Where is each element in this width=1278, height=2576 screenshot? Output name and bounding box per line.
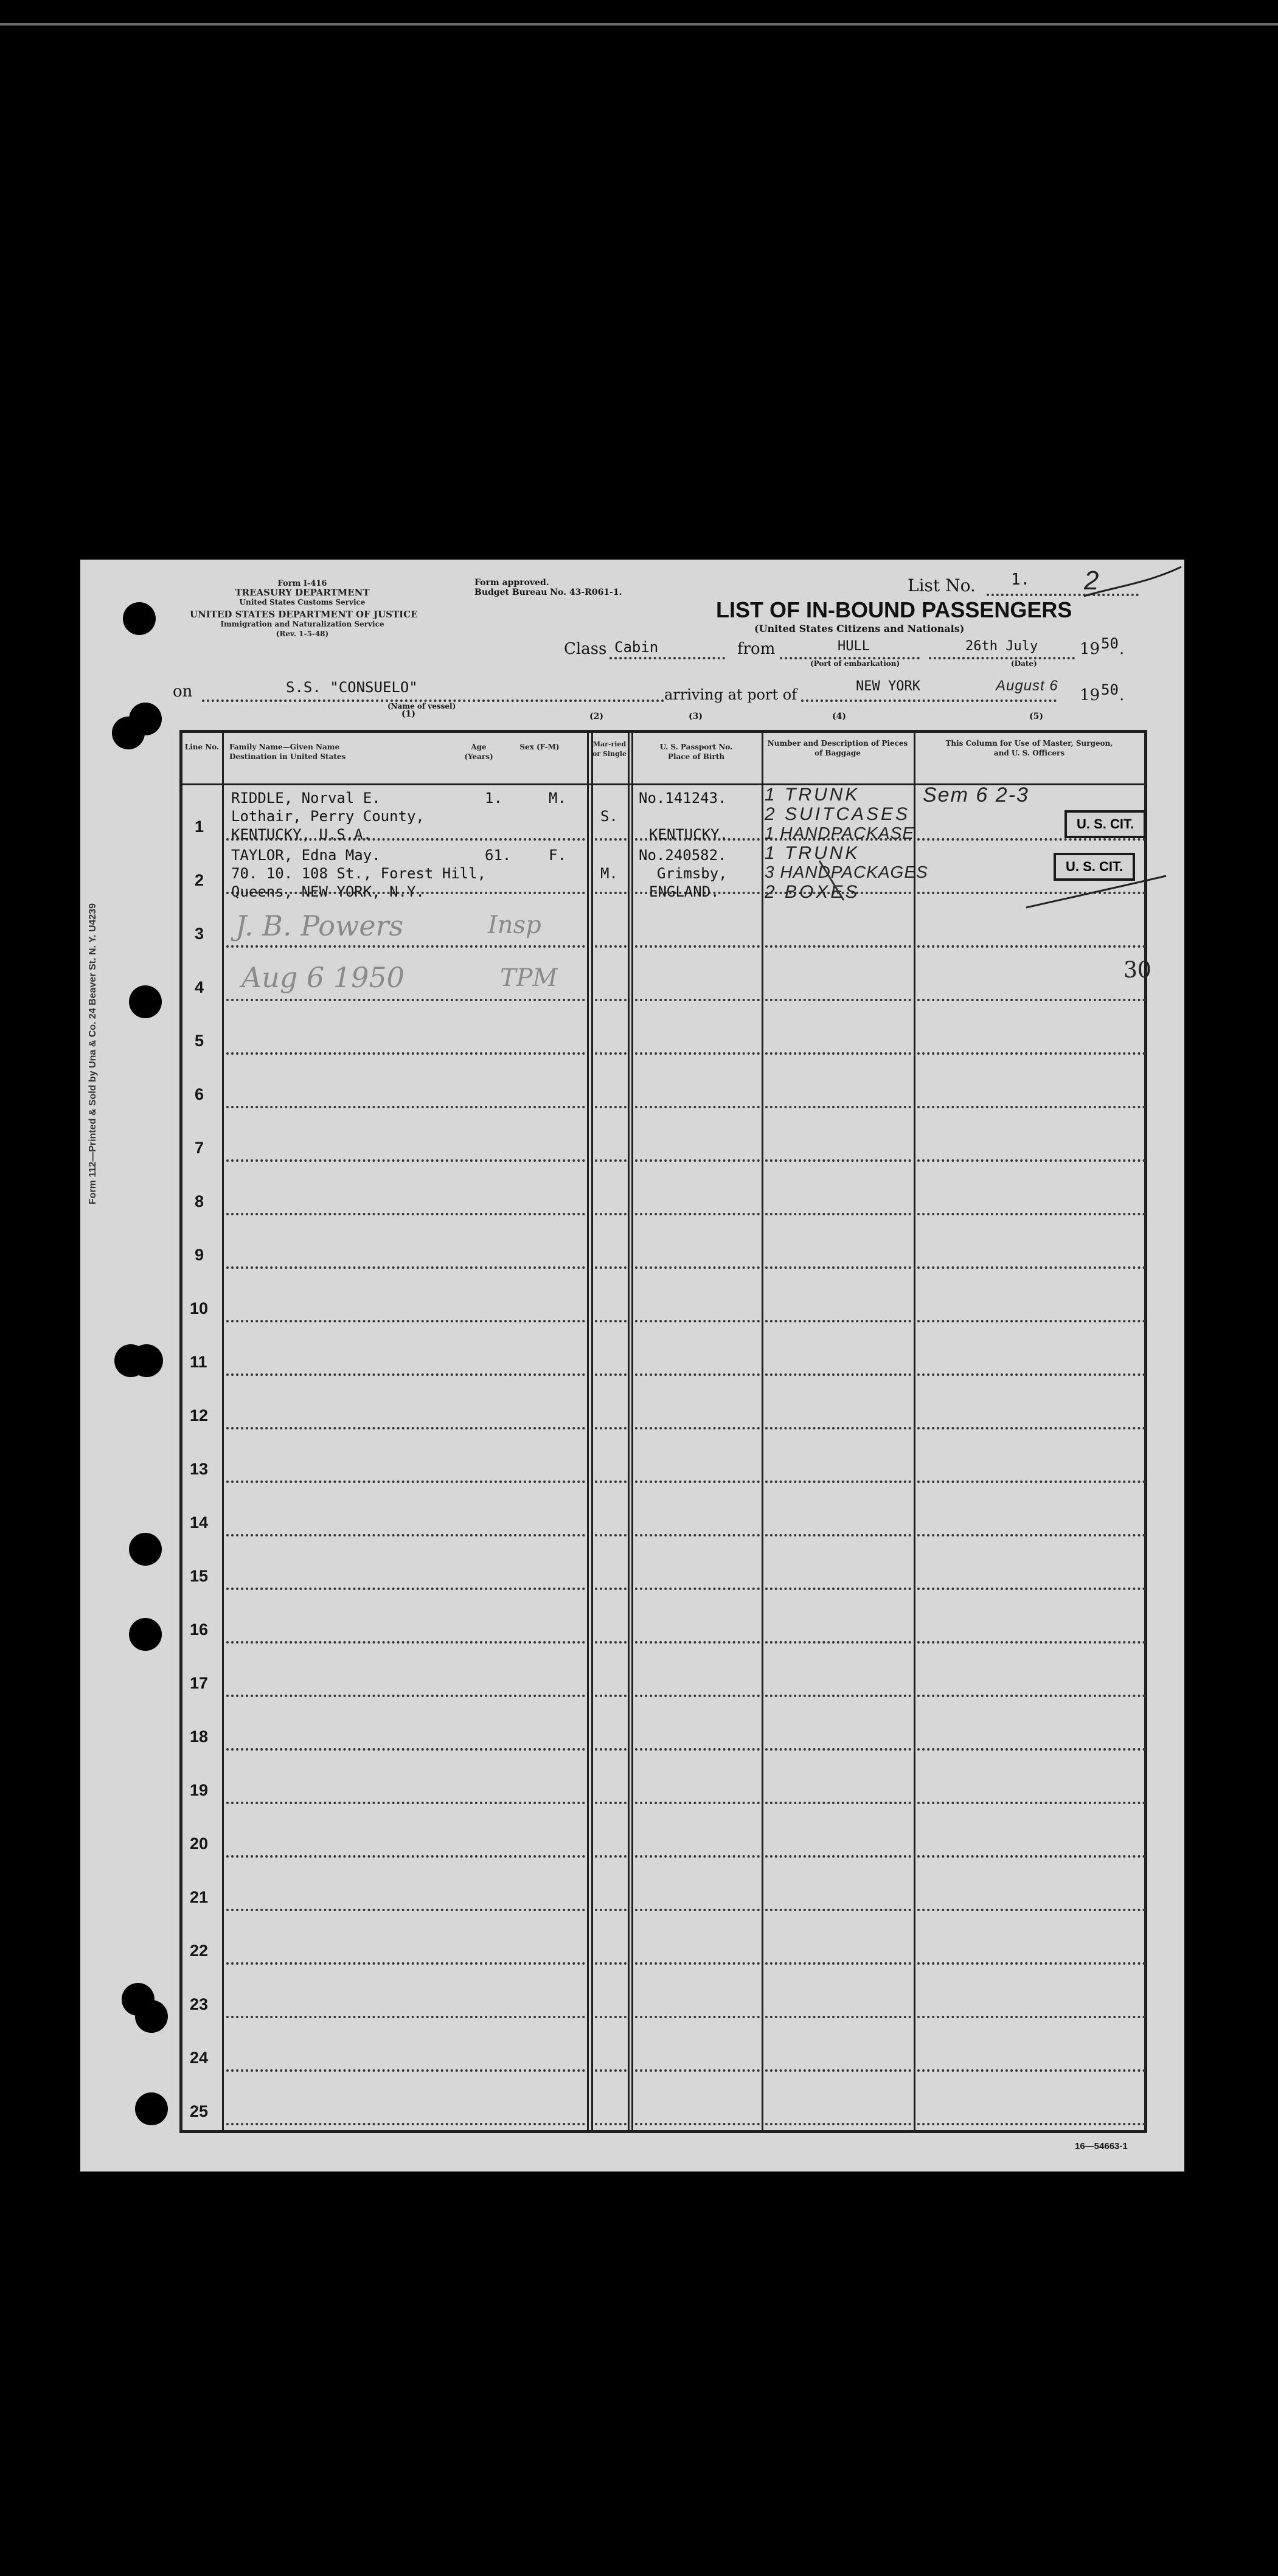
row-rule <box>226 1213 585 1215</box>
row-rule <box>226 1748 585 1751</box>
arriving-label: arriving at port of <box>664 686 797 703</box>
revision-date: (Rev. 1-5-48) <box>276 630 329 638</box>
class-value: Cabin <box>614 639 659 656</box>
handwritten-checkmark: 2 <box>1084 566 1102 595</box>
passenger-1-birthplace: KENTUCKY. <box>649 826 729 843</box>
line-number-17: 17 <box>190 1674 209 1692</box>
justice-department: UNITED STATES DEPARTMENT OF JUSTICE <box>190 609 418 620</box>
printer-imprint: Form 112—Printed & Sold by Una & Co. 24 Beaver St. N. Y. U4239 <box>88 903 98 1204</box>
row-rule <box>917 1962 1145 1965</box>
form-number: Form I-416 <box>277 579 327 588</box>
row-rule <box>765 1962 911 1965</box>
row-rule <box>595 1373 627 1376</box>
line-number-5: 5 <box>195 1032 204 1050</box>
punch-hole <box>135 2092 168 2125</box>
row-rule <box>765 1427 911 1429</box>
port-caption: (Port of embarkation) <box>810 659 900 668</box>
row-rule <box>917 1052 1145 1055</box>
row-rule <box>917 2123 1145 2125</box>
row-rule <box>595 1481 627 1483</box>
scan-border-line <box>0 23 1278 26</box>
punch-hole <box>129 1533 162 1566</box>
row-rule <box>917 1266 1145 1269</box>
passenger-2-baggage-1: 1 TRUNK <box>765 843 860 863</box>
row-rule <box>595 1855 627 1858</box>
row-rule <box>765 1106 911 1108</box>
row-rule <box>765 2123 911 2125</box>
row-rule <box>595 1802 627 1804</box>
passenger-2-citizen-stamp: U. S. CIT. <box>1054 853 1135 881</box>
col-header-sex: Sex (F-M) <box>519 743 560 751</box>
passenger-2-birthplace-city: Grimsby, <box>657 865 728 882</box>
officer-slash-mark <box>1023 864 1169 912</box>
inspection-date: Aug 6 1950 <box>241 961 405 994</box>
line-number-11: 11 <box>190 1353 207 1371</box>
row-rule <box>917 1213 1145 1215</box>
row-rule <box>595 1320 627 1322</box>
row-rule <box>765 1695 911 1697</box>
arrival-year: 50 <box>1101 681 1119 698</box>
row-rule <box>765 1588 911 1590</box>
passenger-1-officer-note: Sem 6 2-3 <box>923 783 1029 807</box>
row-rule <box>635 999 760 1001</box>
row-rule <box>917 1641 1145 1644</box>
treasury-department: TREASURY DEPARTMENT <box>235 587 370 598</box>
arrival-date: August 6 <box>996 678 1058 694</box>
col-header-baggage: Number and Description of Pieces of Baggage <box>767 739 908 757</box>
row-rule <box>635 1266 760 1269</box>
row-rule <box>635 1213 760 1215</box>
line-number-10: 10 <box>190 1299 209 1318</box>
row-rule <box>635 1962 760 1965</box>
row-rule <box>226 2016 585 2018</box>
line-number-2: 2 <box>195 871 204 889</box>
row-rule <box>226 1962 585 1965</box>
row-rule <box>595 1588 627 1590</box>
row-rule <box>765 2069 911 2072</box>
row-rule <box>917 1534 1145 1536</box>
row-rule <box>765 1320 911 1322</box>
line-number-6: 6 <box>195 1085 204 1103</box>
form-approved: Form approved. <box>474 578 549 588</box>
punch-hole <box>123 602 156 635</box>
line-number-7: 7 <box>195 1139 204 1157</box>
list-no-value: 1. <box>1011 571 1030 589</box>
row-rule <box>765 999 911 1001</box>
row-rule <box>595 1641 627 1644</box>
passenger-1-baggage-2: 2 SUITCASES <box>765 804 911 824</box>
page-subtitle: (United States Citizens and Nationals) <box>754 623 965 634</box>
row-rule <box>226 1373 585 1376</box>
line-number-14: 14 <box>190 1513 209 1532</box>
row-rule <box>226 1802 585 1804</box>
row-rule <box>595 1695 627 1697</box>
col-num-1: (1) <box>401 709 415 719</box>
col-header-name: Family Name—Given Name Destination in United States <box>229 743 346 761</box>
col-num-3: (3) <box>689 712 703 721</box>
passenger-1-age: 1. <box>485 790 502 807</box>
date-line <box>929 657 1075 659</box>
inspector-initials: TPM <box>500 964 558 992</box>
row-rule <box>917 1373 1145 1376</box>
row-rule <box>595 1909 627 1911</box>
customs-service: United States Customs Service <box>239 598 366 606</box>
row-rule <box>595 945 627 948</box>
passenger-1-citizen-stamp: U. S. CIT. <box>1064 810 1146 838</box>
col-header-passport: U. S. Passport No. Place of Birth <box>659 743 733 761</box>
line-number-20: 20 <box>190 1835 209 1853</box>
passenger-2-age: 61. <box>485 847 512 864</box>
row-rule <box>595 1213 627 1215</box>
row-rule <box>595 1052 627 1055</box>
punch-hole <box>130 1344 163 1377</box>
row-rule <box>917 945 1145 948</box>
line-number-23: 23 <box>190 1995 209 2013</box>
passenger-2-name: TAYLOR, Edna May. <box>231 847 381 864</box>
row-rule <box>635 1802 760 1804</box>
punch-hole <box>112 717 145 749</box>
row-rule <box>917 1588 1145 1590</box>
row-rule <box>917 1802 1145 1804</box>
row-rule <box>635 1534 760 1536</box>
row-rule <box>917 1855 1145 1858</box>
line-number-4: 4 <box>195 978 204 996</box>
line-number-24: 24 <box>190 2049 209 2067</box>
list-no-label: List No. <box>908 575 976 595</box>
class-label: Class <box>564 640 607 658</box>
inspector-signature: J. B. Powers <box>235 909 404 942</box>
row-rule <box>635 1855 760 1858</box>
row-rule <box>765 1909 911 1911</box>
row-rule <box>765 1481 911 1483</box>
row-rule <box>765 1641 911 1644</box>
row-rule <box>635 1748 760 1751</box>
row-rule <box>595 1427 627 1429</box>
col-header-line: Line No. <box>184 743 220 751</box>
row-rule <box>595 1962 627 1965</box>
passenger-2-address: 70. 10. 108 St., Forest Hill, <box>231 865 487 882</box>
immigration-service: Immigration and Naturalization Service <box>220 620 384 628</box>
departure-date: 26th July <box>965 639 1038 654</box>
row-rule <box>917 838 1145 841</box>
row-rule <box>765 1534 911 1536</box>
row-rule <box>595 1534 627 1536</box>
row-rule <box>765 1802 911 1804</box>
line-number-15: 15 <box>190 1567 209 1585</box>
passenger-2-city: Queens, NEW YORK, N.Y. <box>231 883 425 900</box>
from-label: from <box>737 640 776 658</box>
row-rule <box>635 945 760 948</box>
row-rule <box>226 1641 585 1644</box>
passenger-2-passport: No.240582. <box>639 847 727 864</box>
row-rule <box>635 2069 760 2072</box>
row-rule <box>765 1052 911 1055</box>
row-rule <box>226 945 585 948</box>
line-number-19: 19 <box>190 1781 209 1799</box>
date-caption: (Date) <box>1011 659 1037 668</box>
row-rule <box>917 1106 1145 1108</box>
row-rule <box>765 1855 911 1858</box>
row-rule <box>635 1588 760 1590</box>
line-number-22: 22 <box>190 1942 209 1960</box>
row-rule <box>765 1213 911 1215</box>
row-rule <box>765 945 911 948</box>
row-rule <box>595 2123 627 2125</box>
embarkation-port: HULL <box>838 639 870 654</box>
row-rule <box>765 1373 911 1376</box>
line-number-9: 9 <box>195 1246 204 1264</box>
row-rule <box>595 838 627 841</box>
passenger-1-marital: S. <box>600 808 618 825</box>
row-rule <box>226 1159 585 1162</box>
line-number-13: 13 <box>190 1460 209 1478</box>
row-rule <box>917 1748 1145 1751</box>
line-number-21: 21 <box>190 1888 209 1906</box>
row-rule <box>595 1266 627 1269</box>
passenger-1-address: Lothair, Perry County, <box>231 808 425 825</box>
row-rule <box>226 1320 585 1322</box>
passenger-2-sex: F. <box>549 847 566 864</box>
row-rule <box>917 2016 1145 2018</box>
page-title: LIST OF IN-BOUND PASSENGERS <box>716 597 1072 622</box>
row-rule <box>635 2123 760 2125</box>
year-prefix: 19 <box>1080 640 1100 658</box>
budget-bureau: Budget Bureau No. 43-R061-1. <box>474 588 622 597</box>
line-number-12: 12 <box>190 1406 209 1425</box>
row-rule <box>635 1159 760 1162</box>
row-rule <box>226 1588 585 1590</box>
passenger-1-state: KENTUCKY, U.S.A. <box>231 826 372 843</box>
row-rule <box>917 1427 1145 1429</box>
row-rule <box>917 2069 1145 2072</box>
row-rule <box>917 999 1145 1001</box>
departure-year: 50 <box>1101 635 1119 652</box>
col-num-5: (5) <box>1029 712 1043 721</box>
row-rule <box>765 1266 911 1269</box>
row-rule <box>635 1320 760 1322</box>
row-rule <box>226 2069 585 2072</box>
line-number-25: 25 <box>190 2102 209 2120</box>
row-rule <box>226 1909 585 1911</box>
row-rule <box>635 1052 760 1055</box>
row-rule <box>226 1534 585 1536</box>
baggage-tick-mark <box>816 858 853 906</box>
vessel-caption: (Name of vessel) <box>387 702 456 710</box>
col-num-4: (4) <box>832 712 846 721</box>
footer-code: 16—54663-1 <box>1075 2141 1128 2151</box>
class-line <box>609 657 725 659</box>
check-stroke-icon <box>1078 560 1184 605</box>
line-number-3: 3 <box>195 925 204 943</box>
row-rule <box>635 2016 760 2018</box>
row-rule <box>635 1641 760 1644</box>
row-rule <box>595 1159 627 1162</box>
col-header-marital: Mar-ried or Single <box>592 740 627 758</box>
row-rule <box>765 2016 911 2018</box>
col-header-age: Age (Years) <box>464 743 493 761</box>
row-rule <box>226 1427 585 1429</box>
row-rule <box>917 1695 1145 1697</box>
row-rule <box>635 1909 760 1911</box>
row-rule <box>635 1427 760 1429</box>
row-rule <box>226 1266 585 1269</box>
row-rule <box>595 1106 627 1108</box>
row-rule <box>635 1373 760 1376</box>
row-rule <box>595 2069 627 2072</box>
passenger-1-passport: No.141243. <box>639 790 727 807</box>
row-rule <box>226 1695 585 1697</box>
passenger-1-name: RIDDLE, Norval E. <box>231 790 381 807</box>
row-rule <box>917 1481 1145 1483</box>
row-rule <box>765 1748 911 1751</box>
arrival-port-line <box>801 700 1057 702</box>
row-rule <box>595 999 627 1001</box>
row-rule <box>226 1855 585 1858</box>
punch-hole <box>129 985 162 1018</box>
row-rule <box>226 1106 585 1108</box>
row-rule <box>226 1052 585 1055</box>
arrival-year-prefix: 19 <box>1080 686 1100 704</box>
row-rule <box>226 2123 585 2125</box>
passenger-2-baggage-2: 3 HANDPACKAGES <box>765 863 928 881</box>
row-rule <box>765 1159 911 1162</box>
manifest-page: Form 112—Printed & Sold by Una & Co. 24 Beaver St. N. Y. U4239 Form I-416 TREASURY DEPARTMENT United States Customs Service UNITED STATES DEPARTMENT OF JUSTICE Immigration and Naturalization Service (Rev. 1-5-48) Form approved. Budget Bureau No. 43-R061-1. List No. 1. 2 LIST OF IN-BOUND PASSENGERS (United States Citizens and Nationals) Class Cabin from HULL (Port of embarkation) 26th July (Date) 19 50 . on S.S. "CONSUELO" (Name of vessel) arriving at port of NEW YORK August 6 19 50 . (1) (2) (3) (4) (5) Line No. Family Name—Given Name Destination in United States Age (Years) Sex (F-M) Mar-ried or Single U. S. Passport No. Place of Birth Number and Description of Pieces of Baggage This Column for Use of Master, Surgeon, and U. S. Officers 1 2 3 4 5 6 7 8 9 10 11 12 13 14 15 16 17 18 19 20 21 22 23 24 25 RIDDLE, Norval E. Lothair, Perry County, KENTUCKY, U.S.A. 1. M. S. No.141243. KENTUCKY. 1 TRUNK 2 SUITCASES 1 HANDPACKASE Sem 6 2-3 U. S. CIT. TAYLOR, Edna May. 70. 10. 108 St., Forest Hill, Queens, NEW YORK, N.Y. 61. F. M. No.240582. Grimsby, ENGLAND. 1 TRUNK 3 HANDPACKAGES 2 BOXES U. S. CIT. J. B. Powers Aug 6 1950 Insp TPM 30 16—54663-1 <box>80 560 1184 2172</box>
passenger-1-sex: M. <box>549 790 566 807</box>
passenger-2-birthplace-country: ENGLAND. <box>649 883 720 900</box>
row-rule <box>595 892 627 894</box>
punch-hole <box>135 2000 168 2033</box>
row-rule <box>635 1481 760 1483</box>
line-number-1: 1 <box>195 818 204 836</box>
line-number-8: 8 <box>195 1192 204 1210</box>
punch-hole <box>129 1618 162 1651</box>
vessel-name: S.S. "CONSUELO" <box>286 679 418 696</box>
row-rule <box>917 1159 1145 1162</box>
passenger-1-baggage-3: 1 HANDPACKASE <box>765 824 914 842</box>
row-rule <box>595 1748 627 1751</box>
inspector-title: Insp <box>488 911 541 939</box>
col-header-officers: This Column for Use of Master, Surgeon, and U. S. Officers <box>945 739 1113 757</box>
row-rule <box>917 1320 1145 1322</box>
on-label: on <box>173 682 193 701</box>
row-rule <box>226 999 585 1001</box>
passenger-2-baggage-3: 2 BOXES <box>765 882 860 902</box>
line-number-18: 18 <box>190 1727 209 1746</box>
line-number-16: 16 <box>190 1620 209 1639</box>
row-rule <box>635 1695 760 1697</box>
row-rule <box>917 1909 1145 1911</box>
row-rule <box>595 2016 627 2018</box>
col-num-2: (2) <box>589 712 603 721</box>
passenger-2-marital: M. <box>600 865 618 882</box>
arrival-port: NEW YORK <box>856 679 920 694</box>
passenger-1-baggage-1: 1 TRUNK <box>765 785 860 805</box>
row-rule <box>635 1106 760 1108</box>
margin-number: 30 <box>1123 958 1151 983</box>
row-rule <box>226 1481 585 1483</box>
